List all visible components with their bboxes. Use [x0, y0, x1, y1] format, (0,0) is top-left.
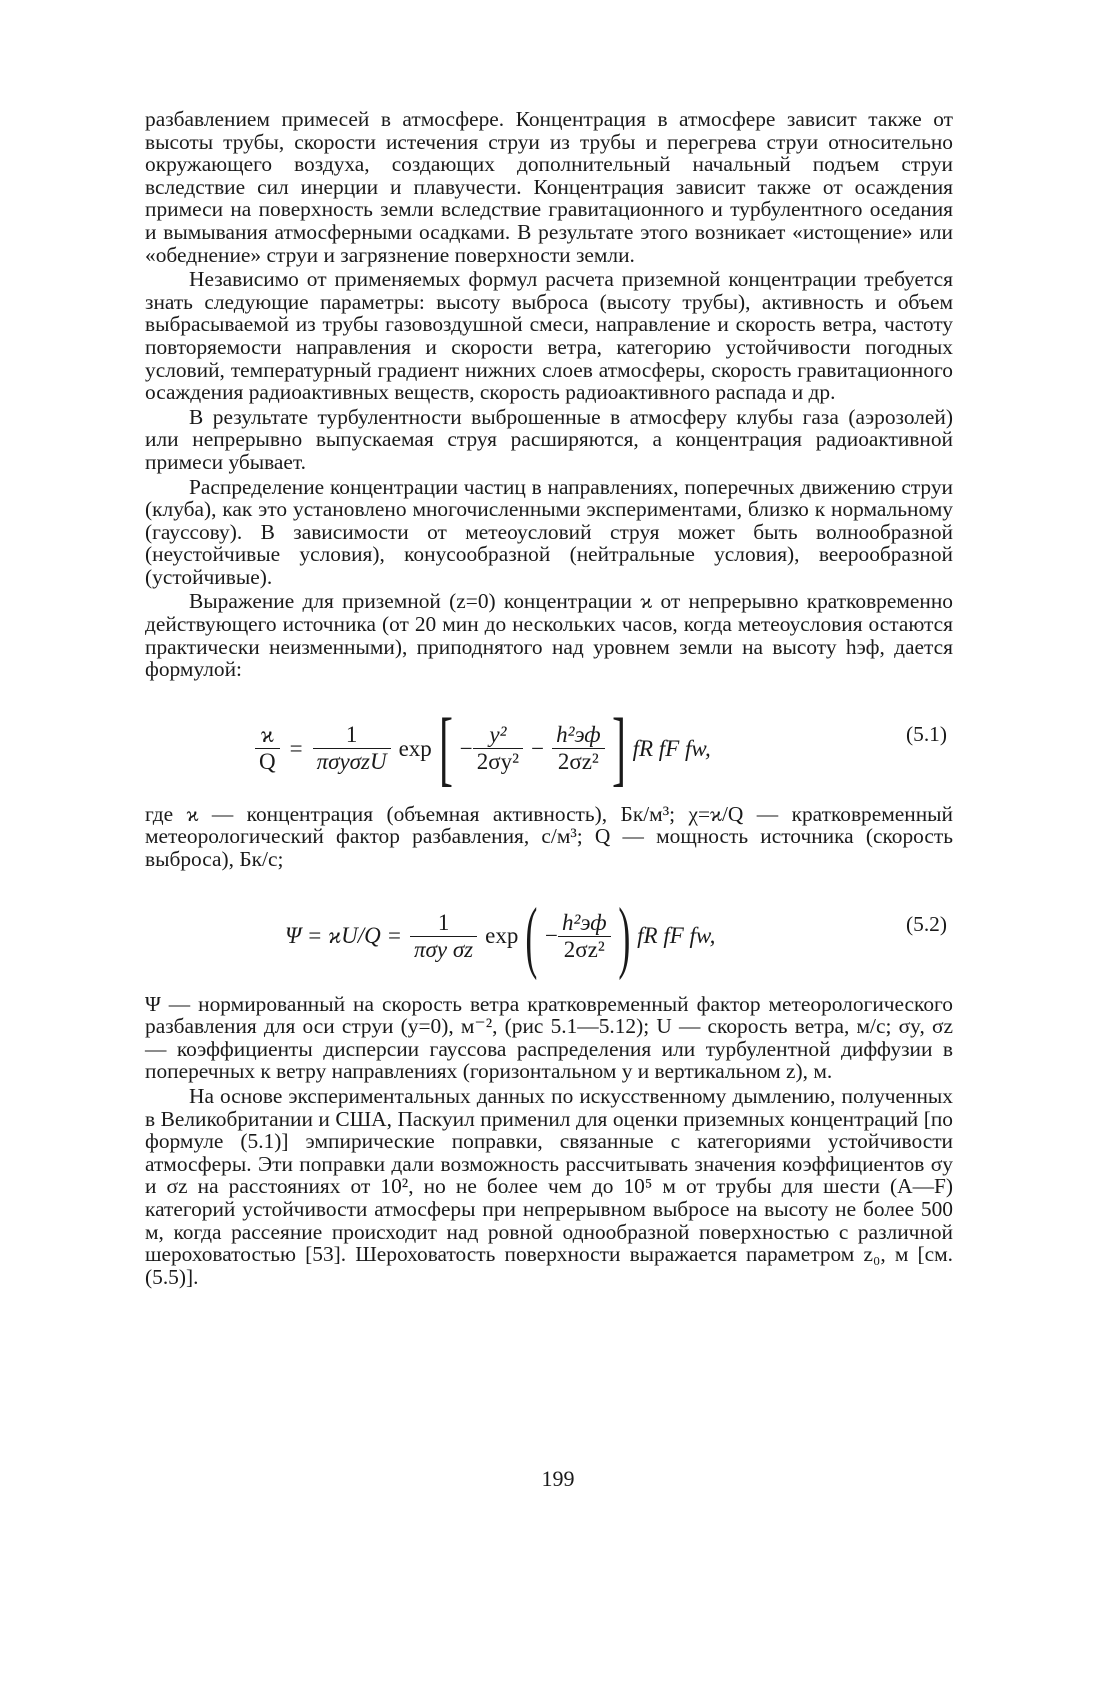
paragraph-6: где ϰ — концентрация (объемная активность), Бк/м³; χ=ϰ/Q — кратковременный метеорологический фактор разбавления, с/м³; Q — мощность источника (скорость выброса), Бк/с; — [145, 801, 953, 872]
paragraph-3: В результате турбулентности выброшенные в атмосферу клубы газа (аэрозолей) или непрерывно выпускаемая струя расширяются, а концентрация радиоактивной примеси убывает. — [145, 404, 953, 474]
formula-5-1-expression: $\frac{ϰ}{Q}$ = $\frac{1}{\text{πσyσzU}}$ exp [ − $\frac{\text{y²}}{\text{2σy²}}$ − $\frac{\text{h²эф}}{\text{2σz²}}$ ] fR fF fw, — [255, 707, 711, 791]
page-number: 199 — [541, 1466, 575, 1491]
equation-number-5-2: (5.2) — [906, 911, 947, 936]
formula-5-2-coefficient: $\frac{1}{\text{πσy σz}}$ — [410, 912, 477, 962]
paragraph-8: На основе экспериментальных данных по искусственному дымлению, полученных в Великобритании и США, Паскуил применил для оценки приземных концентраций [по формуле (5.1)] эмпирические поправки, связанные с категориями устойчивости атмосферы. Эти поправки дали возможность рассчитывать значения коэффициентов σy и σz на расстояниях от 10², но не более чем до 10⁵ м от трубы для шести (A—F) категорий устойчивости атмосферы при непрерывном выбросе на высоту не более 500 м, когда рассеяние происходит над ровной однообразной поверхностью с различной шероховатостью [53]. Шероховатость поверхности выражается параметром z₀, м [см.(5.5)]. — [145, 1084, 953, 1289]
paragraph-2: Независимо от применяемых формул расчета приземной концентрации требуется знать следующие параметры: высоту выброса (высоту трубы), активность и объем выбрасываемой из трубы газовоздушной смеси, направление и скорость ветра, частоту повторяемости направления и скорости ветра, категорию устойчивости погодных условий, температурный градиент нижних слоев атмосферы, скорость гравитационного осаждения радиоактивных веществ, скорость радиоактивного распада и др. — [145, 267, 953, 405]
paragraph-1: разбавлением примесей в атмосфере. Концентрация в атмосфере зависит также от высоты трубы, скорости истечения струи из трубы и перегрева струи относительно окружающего воздуха, создающих дополнительный начальный подъем струи вследствие сил инерции и плавучести. Концентрация зависит также от осаждения примеси на поверхность земли вследствие гравитационного и турбулентного оседания и вымывания атмосферными осадками. В результате этого возникает «истощение» или «обеднение» струи и загрязнение поверхности земли. — [145, 107, 953, 267]
formula-5-1-coefficient: $\frac{1}{\text{πσyσzU}}$ — [313, 724, 391, 774]
paragraph-5: Выражение для приземной (z=0) концентрации ϰ от непрерывно кратковременно действующего источника (от 20 мин до нескольких часов, когда метеоусловия остаются практически неизменными), приподнятого над уровнем земли на высоту hэф, дается формулой: — [145, 589, 953, 682]
formula-5-2-term: $\frac{\text{h²эф}}{\text{2σz²}}$ — [558, 912, 611, 962]
formula-5-1-term-1: $\frac{\text{y²}}{\text{2σy²}}$ — [473, 724, 523, 774]
formula-5-1-term-2: $\frac{\text{h²эф}}{\text{2σz²}}$ — [552, 724, 605, 774]
equation-number-5-1: (5.1) — [906, 721, 947, 746]
formula-5-2 — [145, 875, 953, 987]
page-body — [145, 108, 953, 1288]
paragraph-7: Ψ — нормированный на скорость ветра кратковременный фактор метеорологического разбавления для оси струи (y=0), м⁻², (рис 5.1—5.12); U — скорость ветра, м/с; σy, σz — коэффициенты дисперсии гауссова распределения или турбулентной диффузии в поперечных к ветру направлениях (горизонтальном y и вертикальном z), м. — [145, 991, 953, 1084]
formula-5-2-expression: Ψ = ϰU/Q = $\frac{1}{\text{πσy σz}}$ exp ( − $\frac{\text{h²эф}}{\text{2σz²}}$ ) fR fF fw, — [285, 892, 716, 981]
formula-5-1-lhs: $\frac{ϰ}{Q}$ — [255, 724, 280, 774]
formula-5-1 — [145, 685, 953, 797]
paragraph-4: Распределение концентрации частиц в направлениях, поперечных движению струи (клуба), как это установлено многочисленными экспериментами, близко к нормальному (гауссову). В зависимости от метеоусловий струя может быть волнообразной (неустойчивые условия), конусообразной (нейтральные условия), веерообразной (устойчивые). — [145, 474, 953, 589]
